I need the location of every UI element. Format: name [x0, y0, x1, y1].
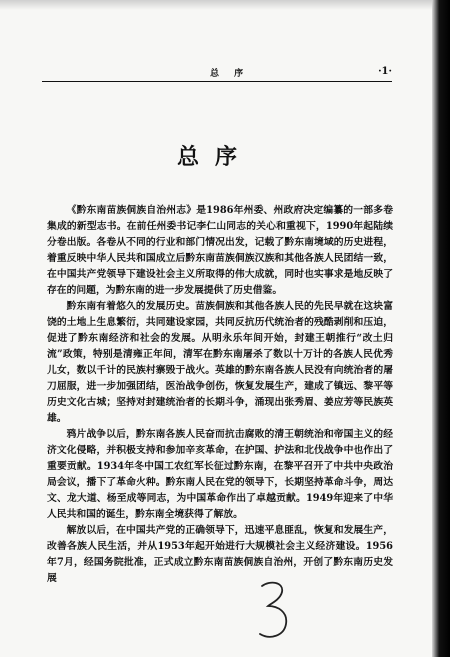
- paragraph-1: 《黔东南苗族侗族自治州志》是1986年州委、州政府决定编纂的一部多卷集成的新型志书。在前任州委书记李仁山同志的关心和重视下，1990年起陆续分卷出版。各卷从不同的行业和部门情况出发，记载了黔东南境域的历史进程，着重反映中华人民共和国成立后黔东南苗族侗族汉族和其他各族人民团结一致，在中国共产党领导下建设社会主义所取得的伟大成就，同时也实事求是地反映了存在的问题，为黔东南的进一步发展提供了历史借鉴。: [47, 205, 393, 296]
- paragraph-2: 黔东南有着悠久的发展历史。苗族侗族和其他各族人民的先民早就在这块富饶的土地上生息繁衍，共同建设家园，共同反抗历代统治者的残酷剥削和压迫，促进了黔东南经济和社会的发展。从明永乐年间开始，封建王朝推行“改土归流”政策，特别是清雍正年间，清军在黔东南屠杀了数以十万计的各族人民优秀儿女，数以千计的民族村寨毁于战火。英雄的黔东南各族人民没有向统治者的屠刀屈服，进一步加强团结，医治战争创伤，恢复发展生产，建成了镇远、黎平等历史文化古城；坚持对封建统治者的长期斗争，涌现出张秀眉、姜应芳等民族英雄。: [47, 301, 393, 424]
- header-rule: [42, 81, 392, 82]
- paragraph-4: 解放以后，在中国共产党的正确领导下，迅速平息匪乱，恢复和发展生产，改善各族人民生活，并从1953年起开始进行大规模社会主义经济建设。1956年7月，经国务院批准，正式成立黔东南苗族侗族自治州，开创了黔东南历史发展: [47, 525, 393, 584]
- page-number: ·1·: [378, 66, 392, 77]
- scan-right-border: [432, 0, 450, 657]
- paragraph-3: 鸦片战争以后，黔东南各族人民奋而抗击腐败的清王朝统治和帝国主义的经济文化侵略，并积极支持和参加辛亥革命，在护国、护法和北伐战争中也作出了重要贡献。1934年冬中国工农红军长征过黔东南，在黎平召开了中共中央政治局会议，播下了革命火种。黔东南人民在党的领导下，长期坚持革命斗争，周达文、龙大道、杨至成等同志，为中国革命作出了卓越贡献。1949年迎来了中华人民共和国的诞生，黔东南全境获得了解放。: [47, 429, 393, 520]
- scan-top-shadow: [0, 0, 450, 10]
- handwritten-mark: [256, 578, 292, 642]
- page-title: 总序: [176, 144, 253, 170]
- running-title: 总 序: [210, 69, 250, 79]
- running-header: [42, 66, 392, 80]
- body-text: [47, 203, 393, 587]
